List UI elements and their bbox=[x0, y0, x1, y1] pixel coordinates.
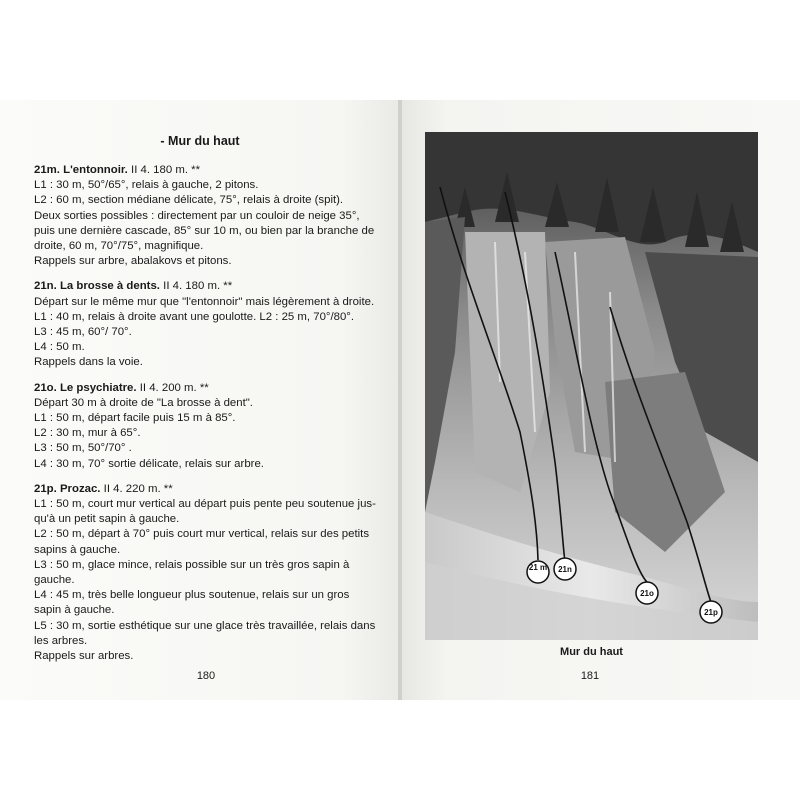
marker-label: 21n bbox=[558, 565, 572, 574]
route-21m bbox=[34, 163, 384, 269]
route-marker-21n bbox=[554, 558, 576, 580]
route-line: L1 : 30 m, 50°/65°, relais à gauche, 2 pitons. bbox=[34, 179, 259, 192]
route-line: Départ sur le même mur que "l'entonnoir" mais légèrement à droite. bbox=[34, 295, 375, 308]
route-line: L5 : 30 m, sortie esthétique sur une glace très travaillée, relais dans bbox=[34, 619, 376, 632]
route-line: qu'à un petit sapin à gauche. bbox=[34, 513, 180, 526]
route-line: gauche. bbox=[34, 574, 75, 587]
route-heading bbox=[34, 381, 384, 396]
route-marker-21p bbox=[700, 601, 722, 623]
route-line: L2 : 30 m, mur à 65°. bbox=[34, 427, 141, 440]
route-line: L4 : 45 m, très belle longueur plus soutenue, relais sur un gros bbox=[34, 589, 350, 602]
route-line: L4 : 50 m. bbox=[34, 341, 85, 354]
route-line: L3 : 50 m, 50°/70° . bbox=[34, 442, 132, 455]
route-21o bbox=[34, 381, 384, 472]
route-line: sapins à gauche. bbox=[34, 543, 121, 556]
route-line: sapin à gauche. bbox=[34, 604, 115, 617]
route-heading bbox=[34, 163, 384, 178]
route-line: L2 : 60 m, section médiane délicate, 75°, relais à droite (spit). bbox=[34, 194, 344, 207]
route-line: Départ 30 m à droite de "La brosse à dent". bbox=[34, 396, 253, 409]
route-grade: II 4. 180 m. ** bbox=[159, 280, 233, 293]
route-line: puis une dernière cascade, 85° sur 10 m, ou bien par la branche de bbox=[34, 224, 375, 237]
route-line: L4 : 30 m, 70° sortie délicate, relais sur arbre. bbox=[34, 457, 264, 470]
route-line: Deux sorties possibles : directement par un couloir de neige 35°, bbox=[34, 209, 360, 222]
route-line: L1 : 40 m, relais à droite avant une goulotte. L2 : 25 m, 70°/80°. bbox=[34, 310, 355, 323]
route-line: L1 : 50 m, court mur vertical au départ puis pente peu soutenue jus- bbox=[34, 498, 376, 511]
route-heading bbox=[34, 279, 384, 294]
page-number-right: 181 bbox=[580, 670, 600, 682]
route-line: Rappels sur arbres. bbox=[34, 650, 134, 663]
route-heading bbox=[34, 482, 384, 497]
topo-photo-image bbox=[425, 132, 758, 640]
route-grade: II 4. 180 m. ** bbox=[127, 164, 201, 176]
section-title: - Mur du haut bbox=[160, 134, 240, 148]
route-line: L3 : 45 m, 60°/ 70°. bbox=[34, 326, 132, 339]
route-grade: II 4. 200 m. ** bbox=[136, 381, 209, 394]
route-grade: II 4. 220 m. ** bbox=[100, 482, 173, 495]
marker-label: 21o bbox=[640, 589, 654, 598]
route-21n bbox=[34, 279, 384, 370]
route-line: Rappels sur arbre, abalakovs et pitons. bbox=[34, 255, 232, 268]
route-line: Rappels dans la voie. bbox=[34, 356, 143, 369]
route-21p bbox=[34, 482, 384, 664]
marker-label: 21p bbox=[704, 608, 718, 617]
route-marker-21o bbox=[636, 582, 658, 604]
route-name: 21p. Prozac. bbox=[34, 482, 101, 495]
route-name: 21o. Le psychiatre. bbox=[34, 381, 137, 394]
route-name: 21n. La brosse à dents. bbox=[34, 280, 160, 293]
route-line: droite, 60 m, 70°/75°, magnifique. bbox=[34, 240, 204, 253]
photo-caption: Mur du haut bbox=[560, 646, 623, 658]
page-number-left: 180 bbox=[196, 670, 216, 682]
route-line: L3 : 50 m, glace mince, relais possible sur un très gros sapin à bbox=[34, 558, 350, 571]
route-descriptions bbox=[34, 163, 384, 674]
route-line: L1 : 50 m, départ facile puis 15 m à 85°. bbox=[34, 412, 236, 425]
route-line: L2 : 50 m, départ à 70° puis court mur vertical, relais sur des petits bbox=[34, 528, 370, 541]
route-marker-21m bbox=[527, 561, 549, 583]
marker-label: 21 m bbox=[528, 563, 548, 572]
book-gutter bbox=[398, 100, 402, 700]
route-name: 21m. L'entonnoir. bbox=[34, 164, 128, 176]
topo-photo bbox=[425, 132, 758, 640]
route-line: les arbres. bbox=[34, 634, 88, 647]
